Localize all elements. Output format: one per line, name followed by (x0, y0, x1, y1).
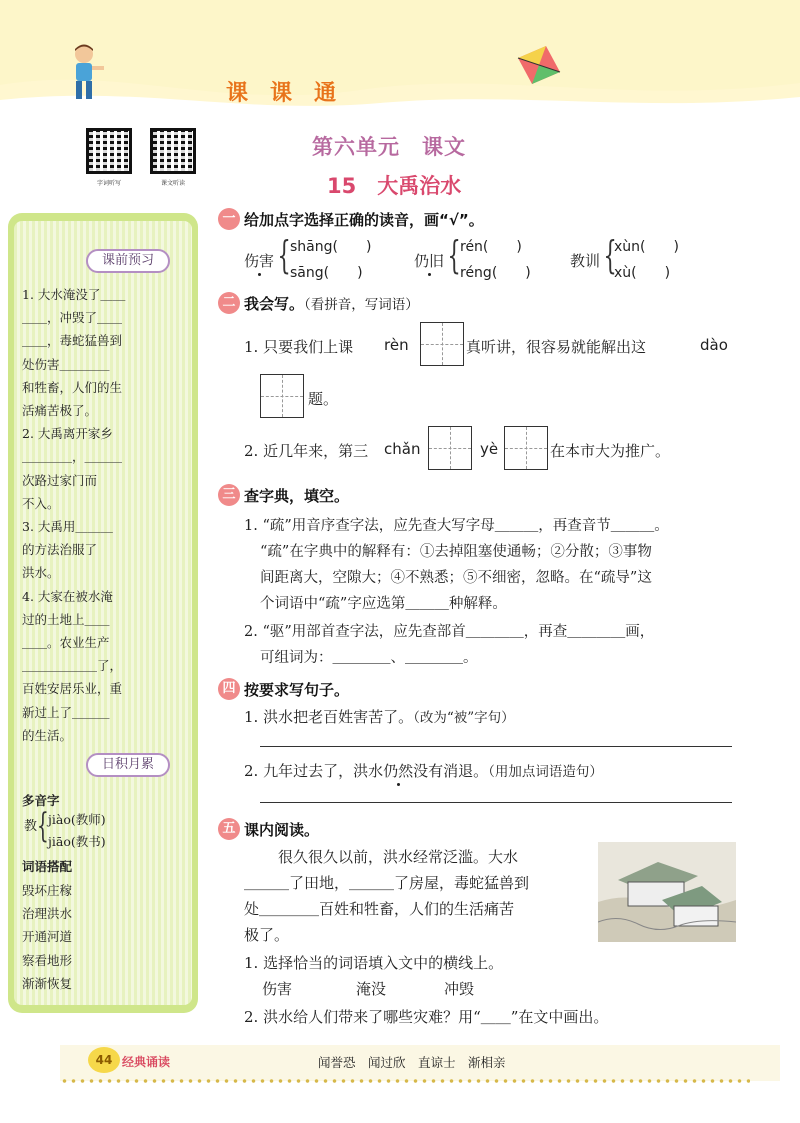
reading-option[interactable]: sāng( ) (290, 265, 363, 281)
polyphone-char: 教 (24, 819, 38, 834)
preview-line: 4. 大家在被水淹 (22, 588, 113, 604)
qr-block-2[interactable] (150, 128, 203, 187)
preview-line: 过的土地上＿＿ (22, 611, 110, 627)
preview-line: 洪水。 (22, 565, 60, 581)
collocation-item: 治理洪水 (22, 906, 73, 922)
preview-line: ＿＿。农业生产 (22, 635, 110, 651)
s4-q2-text-a: 2. 九年过去了，洪水 (244, 762, 384, 780)
reading-option[interactable]: xùn( ) (614, 239, 679, 255)
section-3-title: 查字典，填空。 (244, 487, 350, 505)
section-1-title: 给加点字选择正确的读音，画“√”。 (244, 211, 484, 229)
writing-grid-box[interactable] (428, 426, 472, 470)
sidebar (8, 213, 198, 1013)
word-option: 冲毁 (444, 980, 475, 998)
s2-pinyin-ren: rèn (384, 336, 409, 354)
polyphone-reading-b: jiāo(教书) (48, 834, 106, 849)
collocation-list (22, 879, 192, 995)
daily-badge: 日积月累 (86, 753, 170, 777)
collocation-item: 渐渐恢复 (22, 975, 73, 991)
passage-line: 很久很久以前，洪水经常泛滥。大水 (278, 848, 519, 866)
section-5-badge: 五 (218, 818, 240, 840)
preview-line: 活痛苦极了。 (22, 403, 98, 419)
word-shanghai (244, 250, 274, 271)
s3-line: 1. “疏”用音序查字法，应先查大写字母＿＿＿，再查音节＿＿＿。 (244, 518, 669, 534)
preview-line: 1. 大水淹没了＿＿ (22, 287, 126, 302)
s2-line1-c: 题。 (308, 390, 339, 408)
preview-line: 的方法治服了 (22, 542, 98, 558)
section-4-title: 按要求写句子。 (244, 681, 350, 699)
collocation-item: 毁坏庄稼 (22, 883, 73, 898)
qr-code-icon[interactable] (86, 128, 132, 174)
polyphone-reading-a: jiào(教师) (48, 812, 106, 827)
footer-dots (60, 1078, 750, 1084)
passage-line: 极了。 (244, 926, 290, 944)
boy-illustration (64, 42, 108, 104)
s3-line: “疏”在字典中的解释有：①去掉阻塞使通畅；②分散；③事物 (260, 544, 652, 560)
section-2-title-text: 我会写。 (244, 295, 305, 313)
preview-line: 3. 大禹用＿＿＿ (22, 519, 113, 535)
qr-caption: 字词听写 (96, 180, 121, 187)
s3-line: 2. “驱”用部首查字法，应先查部首＿＿＿＿，再查＿＿＿＿画， (244, 624, 655, 640)
word-text: 仍旧 (414, 252, 445, 270)
flood-illustration (598, 842, 736, 942)
section-2-badge: 二 (218, 292, 240, 314)
unit-title: 第六单元 课文 (312, 135, 466, 159)
header-wave-decoration (0, 55, 800, 110)
s4-q2-dotted: 仍然 (383, 762, 414, 780)
s2-line1-a: 1. 只要我们上课 (244, 338, 354, 356)
polyphone-title: 多音字 (22, 793, 60, 808)
brace: { (603, 233, 617, 277)
word-text: 伤害 (244, 252, 275, 270)
s4-q2-note: （用加点词语造句） (488, 764, 603, 780)
preview-badge: 课前预习 (86, 249, 170, 273)
section-4-badge: 四 (218, 678, 240, 700)
answer-line[interactable] (260, 746, 732, 747)
qr-block-1[interactable] (86, 128, 139, 187)
s4-q1-text: 1. 洪水把老百姓害苦了。 (244, 708, 414, 726)
s5-q1: 1. 选择恰当的词语填入文中的横线上。 (244, 954, 504, 972)
preview-line: 的生活。 (22, 727, 73, 743)
s2-line2-a: 2. 近几年来，第三 (244, 442, 369, 460)
preview-line: ＿＿，毒蛇猛兽到 (22, 333, 123, 349)
preview-line: 处伤害＿＿＿＿ (22, 356, 110, 372)
page-header (0, 0, 800, 110)
polyphone-brace: { (36, 806, 49, 846)
section-2-hint: （看拼音，写词语） (304, 297, 419, 313)
collocation-item: 开通河道 (22, 929, 73, 945)
s2-pinyin-ye: yè (480, 440, 499, 458)
s3-line: 可组词为：＿＿＿＿、＿＿＿＿。 (260, 650, 478, 666)
word-rengjiu (414, 250, 444, 271)
preview-line: 不入。 (22, 495, 60, 511)
s4-q2 (244, 760, 603, 781)
qr-code-icon[interactable] (150, 128, 196, 174)
section-5-title: 课内阅读。 (244, 821, 320, 839)
s2-pinyin-dao: dào (700, 336, 728, 354)
preview-line: 百姓安居乐业，重 (22, 681, 123, 697)
kite-illustration (516, 44, 562, 88)
brand-title: 课课通 (226, 81, 359, 106)
s3-line: 间距离大，空隙大；④不熟悉；⑤不细密，忽略。在“疏导”这 (260, 570, 652, 586)
reading-option[interactable]: rén( ) (460, 239, 522, 255)
preview-line: 新过上了＿＿＿ (22, 704, 110, 720)
preview-text (22, 283, 192, 747)
footer-names: 闻誉恐 闻过欣 直谅士 渐相亲 (318, 1055, 506, 1070)
answer-line[interactable] (260, 802, 732, 803)
word-option: 淹没 (356, 980, 387, 998)
s4-q1-note: （改为“被”字句） (413, 710, 515, 726)
preview-line: ＿＿，冲毁了＿＿ (22, 310, 123, 326)
reading-option[interactable]: réng( ) (460, 265, 531, 281)
preview-line: ＿＿＿＿，＿＿＿ (22, 449, 123, 465)
preview-line: 2. 大禹离开家乡 (22, 426, 113, 442)
s2-line1-b: 真听讲，很容易就能解出这 (466, 338, 647, 356)
page-number: 44 (88, 1047, 120, 1073)
lesson-title: 15 大禹治水 (327, 174, 462, 198)
preview-line: ＿＿＿＿＿＿了， (22, 658, 123, 674)
brace: { (277, 233, 291, 277)
collocation-title: 词语搭配 (22, 859, 73, 874)
s3-line: 个词语中“疏”字应选第＿＿＿种解释。 (260, 596, 507, 612)
s2-pinyin-chan: chǎn (384, 440, 421, 458)
preview-line: 次路过家门而 (22, 472, 98, 488)
word-option: 伤害 (262, 980, 293, 998)
section-3-badge: 三 (218, 484, 240, 506)
s2-line2-b: 在本市大为推广。 (550, 442, 671, 460)
reading-option[interactable]: shāng( ) (290, 239, 372, 255)
s4-q2-text-b: 没有消退。 (413, 762, 489, 780)
section-2-title (244, 293, 419, 314)
collocation-item: 察看地形 (22, 952, 73, 968)
brace: { (447, 233, 461, 277)
passage-line: 处＿＿＿＿百姓和牲畜，人们的生活痛苦 (244, 900, 515, 918)
s5-q2: 2. 洪水给人们带来了哪些灾难？用“＿＿”在文中画出。 (244, 1008, 609, 1026)
word-text: 教训 (570, 252, 601, 270)
footer-label: 经典诵读 (122, 1055, 171, 1069)
writing-grid-box[interactable] (420, 322, 464, 366)
s4-q1 (244, 706, 515, 727)
passage-line: ＿＿＿了田地，＿＿＿了房屋，毒蛇猛兽到 (244, 874, 530, 892)
word-jiaoxun (570, 250, 600, 271)
polyphone-readings (48, 809, 106, 853)
writing-grid-box[interactable] (260, 374, 304, 418)
section-1-badge: 一 (218, 208, 240, 230)
qr-caption: 课文听读 (160, 180, 185, 187)
preview-line: 和牲畜，人们的生 (22, 379, 123, 395)
reading-option[interactable]: xù( ) (614, 265, 671, 281)
writing-grid-box[interactable] (504, 426, 548, 470)
